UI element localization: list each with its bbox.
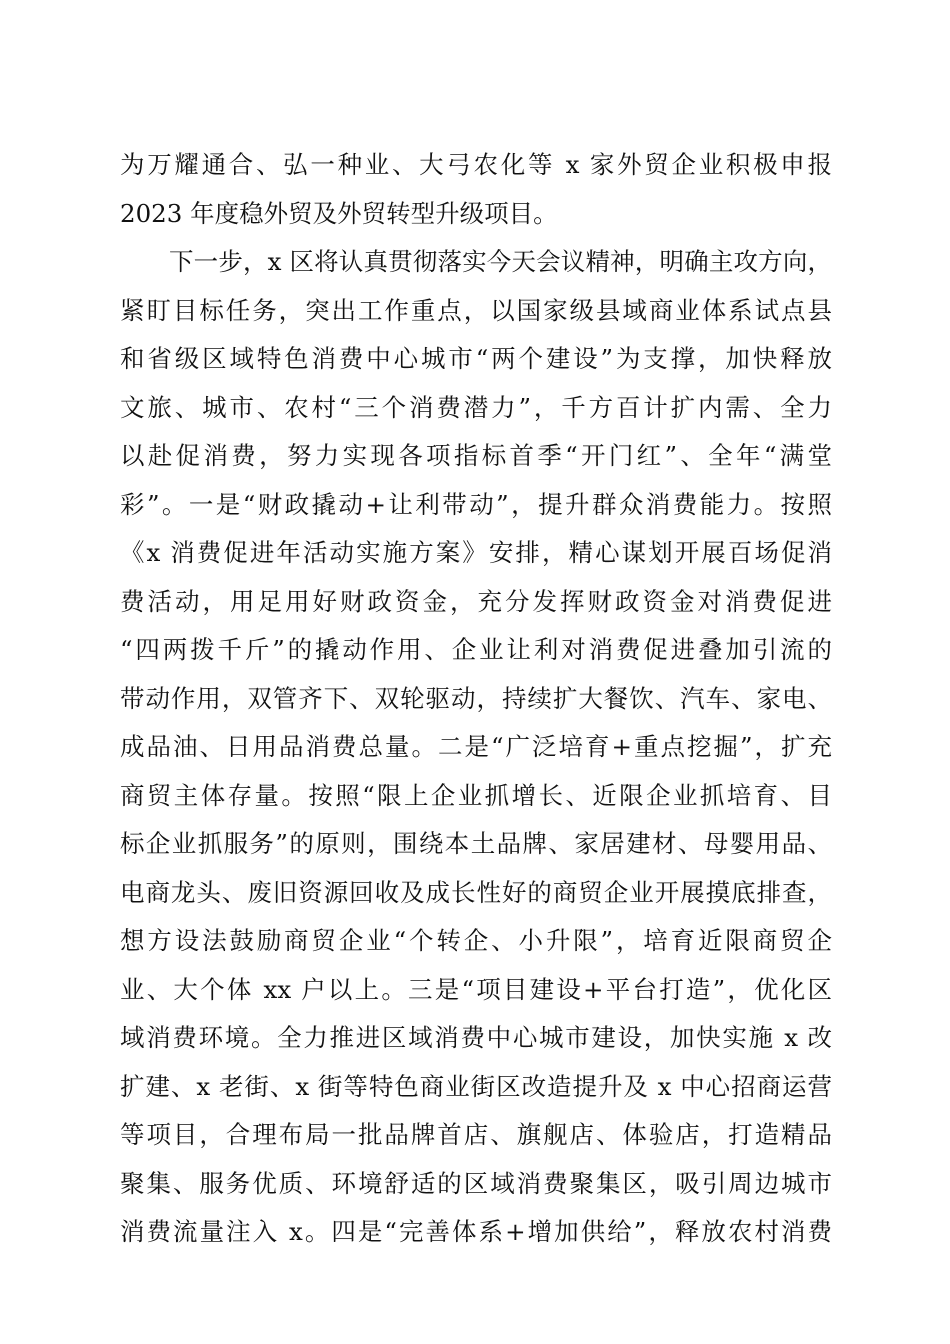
- text-line: 2023 年度稳外贸及外贸转型升级项目。: [120, 198, 558, 228]
- text-line: 为万耀通合、弘一种业、大弓农化等 x 家外贸企业积极申报: [120, 150, 832, 179]
- text-line: 和省级区域特色消费中心城市“两个建设”为支撑，加快释放: [120, 344, 832, 373]
- text-line: 标企业抓服务”的原则，围绕本土品牌、家居建材、母婴用品、: [120, 829, 832, 858]
- text-line: 业、大个体 xx 户以上。三是“项目建设+平台打造”，优化区: [120, 974, 832, 1004]
- text-line: 扩建、x 老街、x 街等特色商业街区改造提升及 x 中心招商运营: [120, 1071, 832, 1101]
- text-line: 以赴促消费，努力实现各项指标首季“开门红”、全年“满堂: [120, 441, 832, 470]
- paragraph-first-line: 下一步，x 区将认真贯彻落实今天会议精神，明确主攻方向，: [169, 247, 832, 276]
- text-line: 费活动，用足用好财政资金，充分发挥财政资金对消费促进: [120, 586, 832, 616]
- text-line: 文旅、城市、农村“三个消费潜力”，千方百计扩内需、全力: [120, 392, 832, 422]
- text-line: 成品油、日用品消费总量。二是“广泛培育+重点挖掘”，扩充: [120, 732, 832, 761]
- text-line: 彩”。一是“财政撬动+让利带动”，提升群众消费能力。按照: [120, 489, 832, 519]
- body-text: [120, 141, 832, 1257]
- text-line: 《x 消费促进年活动实施方案》安排，精心谋划开展百场促消: [120, 538, 832, 567]
- text-line: 商贸主体存量。按照“限上企业抓增长、近限企业抓培育、目: [120, 780, 832, 810]
- text-line: 等项目，合理布局一批品牌首店、旗舰店、体验店，打造精品: [120, 1120, 832, 1149]
- text-line: 想方设法鼓励商贸企业“个转企、小升限”，培育近限商贸企: [120, 926, 832, 955]
- text-line: 聚集、服务优质、环境舒适的区域消费聚集区，吸引周边城市: [120, 1168, 832, 1198]
- text-line: 带动作用，双管齐下、双轮驱动，持续扩大餐饮、汽车、家电、: [120, 683, 832, 713]
- text-line: “四两拨千斤”的撬动作用、企业让利对消费促进叠加引流的: [120, 635, 832, 664]
- text-line: 电商龙头、废旧资源回收及成长性好的商贸企业开展摸底排查，: [120, 877, 832, 907]
- text-line: 紧盯目标任务，突出工作重点，以国家级县域商业体系试点县: [120, 295, 832, 325]
- text-line: 消费流量注入 x。四是“完善体系+增加供给”，释放农村消费: [120, 1217, 832, 1246]
- text-line: 域消费环境。全力推进区域消费中心城市建设，加快实施 x 改: [120, 1023, 832, 1052]
